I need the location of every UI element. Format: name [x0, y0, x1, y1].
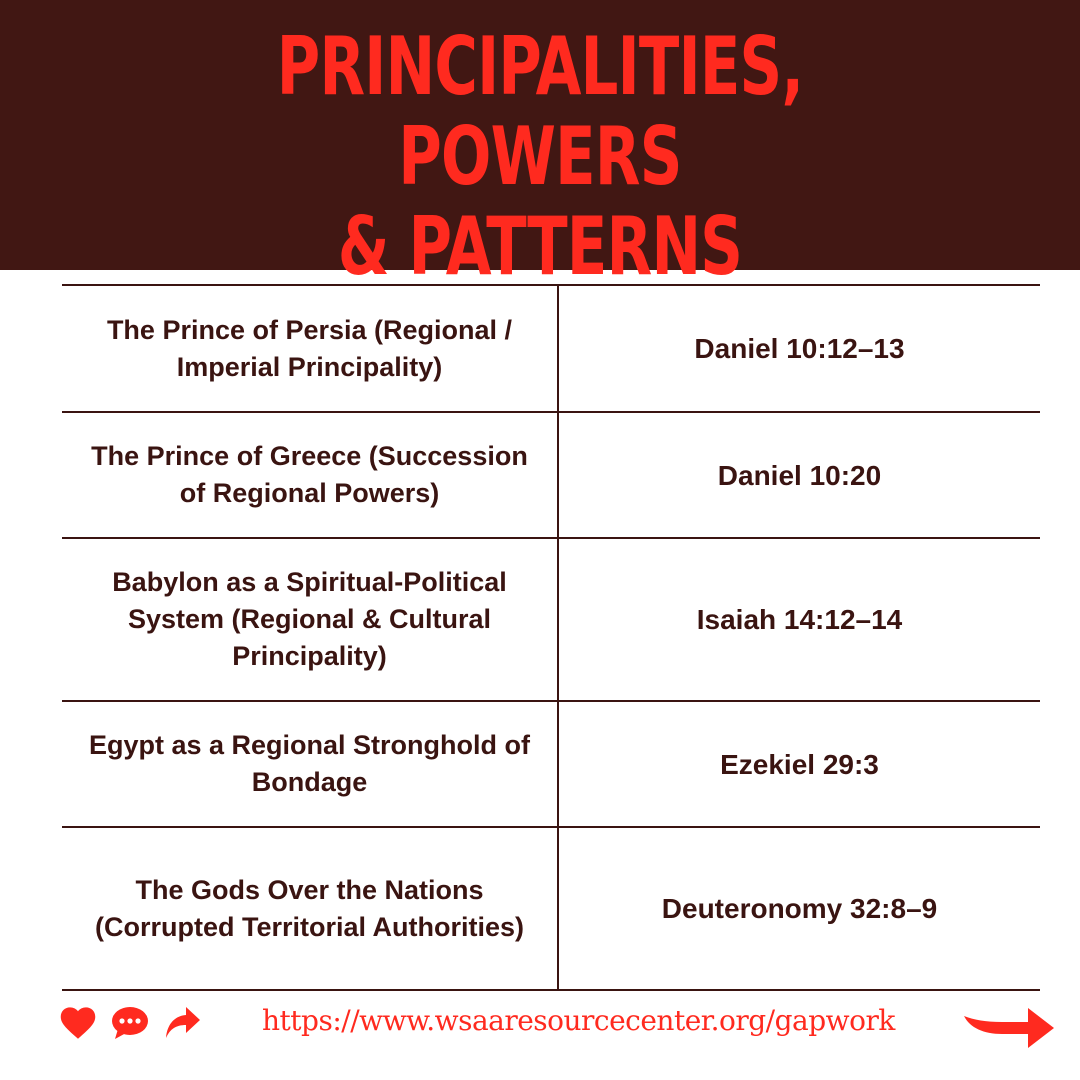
topic-cell: Egypt as a Regional Stronghold of Bondage	[62, 701, 558, 827]
next-arrow-icon[interactable]	[962, 1000, 1058, 1060]
table-row	[62, 285, 1040, 412]
reference-cell: Daniel 10:20	[558, 412, 1040, 538]
table-row	[62, 538, 1040, 701]
heart-icon[interactable]	[60, 1006, 96, 1040]
comment-icon[interactable]	[110, 1005, 150, 1041]
share-icon[interactable]	[164, 1005, 202, 1041]
reference-cell: Ezekiel 29:3	[558, 701, 1040, 827]
topic-cell: The Prince of Greece (Succession of Regional Powers)	[62, 412, 558, 538]
reference-cell: Isaiah 14:12–14	[558, 538, 1040, 701]
title-line-1: PRINCIPALITIES, POWERS	[276, 20, 804, 203]
title-line-2: & PATTERNS	[337, 200, 743, 293]
table-row	[62, 412, 1040, 538]
topic-cell: The Prince of Persia (Regional / Imperial Principality)	[62, 285, 558, 412]
header-banner	[0, 0, 1080, 293]
topic-cell: Babylon as a Spiritual-Political System (Regional & Cultural Principality)	[62, 538, 558, 701]
website-link[interactable]: https://www.wsaaresourcecenter.org/gapwork	[262, 1004, 895, 1037]
reference-cell: Daniel 10:12–13	[558, 285, 1040, 412]
table-row	[62, 827, 1040, 990]
page-title	[140, 22, 939, 292]
reference-cell: Deuteronomy 32:8–9	[558, 827, 1040, 990]
reference-table	[62, 284, 1040, 991]
social-actions	[60, 1002, 202, 1044]
table-row	[62, 701, 1040, 827]
topic-cell: The Gods Over the Nations (Corrupted Territorial Authorities)	[62, 827, 558, 990]
